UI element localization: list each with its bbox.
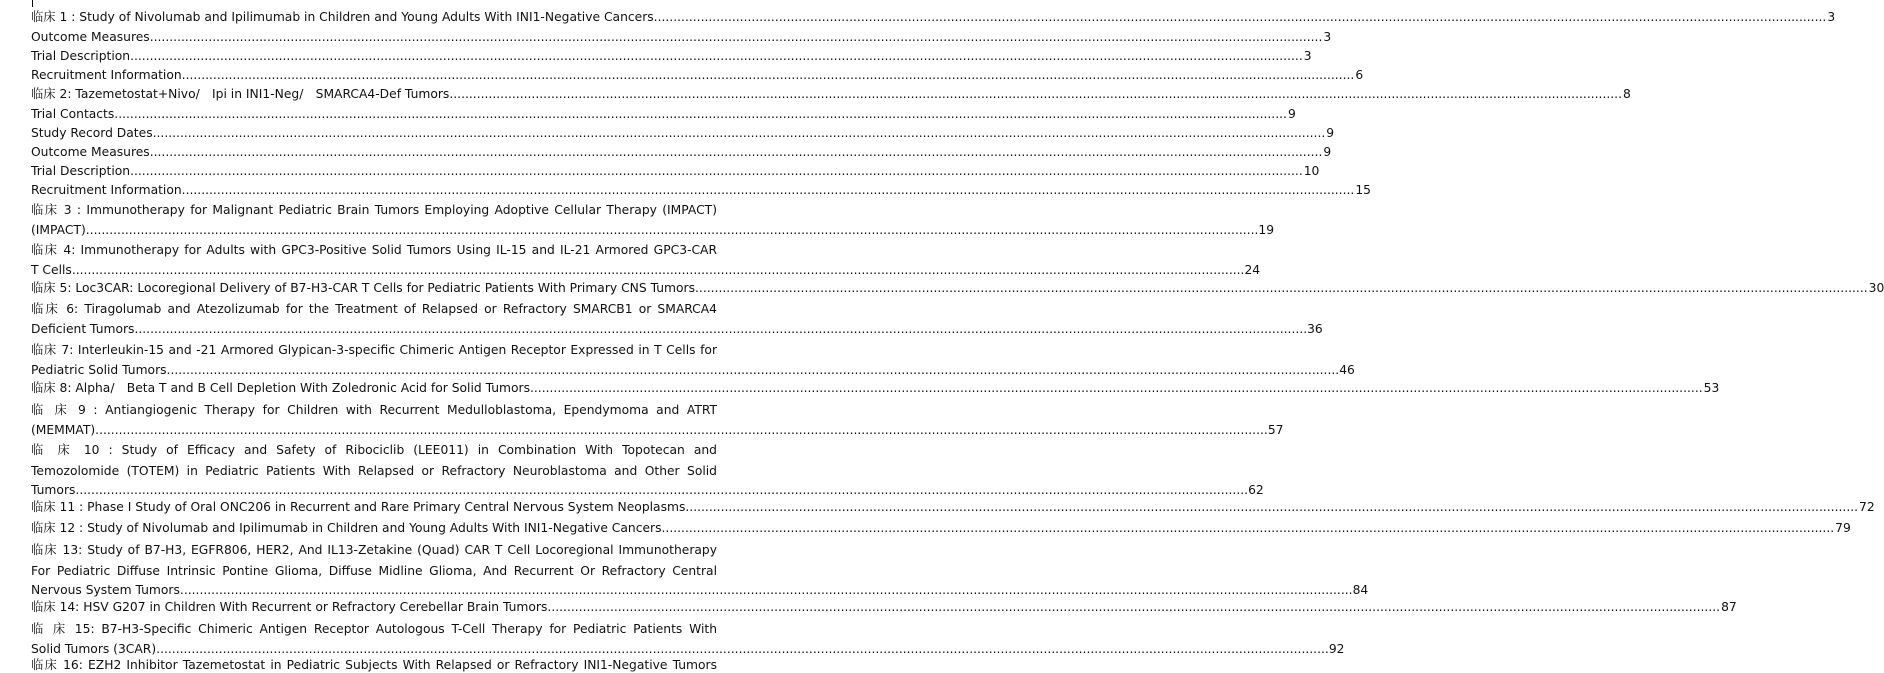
toc-page-number: 9	[1323, 145, 1332, 159]
toc-entry-text: 临床 6: Tiragolumab and Atezolizumab for the Treatment of Relapsed or Refractory SMARCB1 or SMARCA4	[31, 302, 717, 316]
toc-leader	[130, 162, 1303, 181]
toc-entry-trial-15[interactable]	[31, 619, 1345, 659]
toc-entry-trial-3[interactable]	[31, 200, 1275, 240]
toc-page-number: 87	[1721, 600, 1737, 614]
toc-entry-text: Study Record Dates	[31, 126, 153, 140]
toc-page-number: 79	[1835, 521, 1851, 535]
toc-leader	[167, 361, 1340, 380]
toc-entry-trial-4[interactable]	[31, 240, 1261, 280]
toc-entry-outcome-measures[interactable]	[31, 28, 1332, 47]
toc-page-number: 10	[1303, 164, 1320, 178]
toc-page-number: 84	[1352, 583, 1369, 597]
toc-leader	[130, 47, 1303, 66]
toc-leader	[86, 221, 1259, 240]
toc-entry-text-continued: Deficient Tumors	[31, 321, 135, 336]
toc-entry-trial-16[interactable]: 临床 16: EZH2 Inhibitor Tazemetostat in Pediatric Subjects With Relapsed or Refractory INI1-Negative Tumors	[31, 658, 717, 672]
text-cursor	[32, 0, 33, 7]
toc-page-number: 30	[1868, 281, 1884, 295]
toc-entry-text-continued: Pediatric Solid Tumors	[31, 362, 167, 377]
toc-entry-text: Recruitment Information	[31, 68, 182, 82]
toc-page-number: 15	[1355, 183, 1371, 197]
toc-leader	[153, 124, 1326, 143]
toc-entry-study-record-dates[interactable]	[31, 124, 1335, 143]
toc-leader	[114, 105, 1287, 124]
toc-entry-text: 临床 12 : Study of Nivolumab and Ipilimumab in Children and Young Adults With INI1-Negative Cancers	[31, 521, 662, 535]
toc-entry-trial-9[interactable]	[31, 400, 1284, 440]
toc-page-number: 3	[1827, 10, 1836, 24]
toc-entry-text: 临床 14: HSV G207 in Children With Recurrent or Refractory Cerebellar Brain Tumors	[31, 600, 548, 614]
toc-page-number: 19	[1258, 222, 1275, 237]
toc-leader	[695, 279, 1868, 298]
toc-entry-text: 临 床 9 : Antiangiogenic Therapy for Children with Recurrent Medulloblastoma, Ependymoma and ATRT	[31, 403, 717, 417]
toc-leader	[95, 421, 1268, 440]
toc-page-number: 9	[1287, 107, 1296, 121]
toc-entry-trial-13[interactable]	[31, 540, 1369, 600]
toc-entry-recruitment-information[interactable]	[31, 181, 1371, 200]
toc-entry-text: 临 床 10 : Study of Efficacy and Safety of Ribociclib (LEE011) in Combination With Topotecan and	[31, 443, 717, 457]
toc-entry-text-continued: For Pediatric Diffuse Intrinsic Pontine Glioma, Diffuse Midline Glioma, And Recurrent Or Refractory Central	[31, 563, 717, 578]
toc-entry-text: Trial Description	[31, 164, 131, 178]
toc-leader	[182, 66, 1355, 85]
toc-entry-text: 临床 11 : Phase I Study of Oral ONC206 in Recurrent and Rare Primary Central Nervous System Neoplasms	[31, 500, 686, 514]
toc-page-number: 72	[1859, 500, 1875, 514]
toc-entry-trial-description[interactable]	[31, 162, 1320, 181]
toc-leader	[150, 28, 1323, 47]
toc-page-number: 36	[1307, 321, 1323, 336]
toc-entry-trial-description[interactable]	[31, 47, 1312, 66]
toc-entry-text-continued: Solid Tumors (3CAR)	[31, 641, 157, 656]
toc-leader	[182, 181, 1355, 200]
toc-entry-text: Recruitment Information	[31, 183, 182, 197]
toc-page-number: 57	[1267, 422, 1284, 437]
toc-page-number: 9	[1326, 126, 1335, 140]
toc-page-number: 3	[1303, 49, 1312, 63]
toc-leader	[150, 143, 1323, 162]
toc-entry-trial-10[interactable]	[31, 440, 1264, 500]
toc-entry-trial-14[interactable]	[31, 598, 1737, 617]
toc-entry-text-continued: Tumors	[31, 483, 76, 497]
toc-entry-trial-2[interactable]	[31, 85, 1631, 104]
toc-entry-outcome-measures[interactable]	[31, 143, 1332, 162]
toc-page-number: 8	[1623, 87, 1631, 101]
toc-entry-trial-7[interactable]	[31, 340, 1355, 380]
toc-page-number: 53	[1703, 381, 1720, 395]
toc-entry-text-continued: (IMPACT)	[31, 222, 86, 237]
toc-entry-text: 临床 13: Study of B7-H3, EGFR806, HER2, And IL13-Zetakine (Quad) CAR T Cell Locoregional Immunotherapy	[31, 543, 717, 557]
toc-leader	[449, 85, 1622, 104]
toc-entry-trial-8[interactable]	[31, 379, 1720, 398]
toc-entry-text-continued: T Cells	[31, 262, 72, 277]
toc-entry-text-continued: Temozolomide (TOTEM) in Pediatric Patients With Relapsed or Refractory Neuroblastoma and Other Solid	[31, 463, 717, 478]
toc-entry-text: 临床 8: Alpha/ Beta T and B Cell Depletion With Zoledronic Acid for Solid Tumors	[31, 381, 530, 395]
toc-page-number: 6	[1355, 68, 1364, 82]
toc-leader	[547, 598, 1720, 617]
toc-entry-trial-5[interactable]	[31, 279, 1884, 298]
toc-entry-text: 临床 2: Tazemetostat+Nivo/ Ipi in INI1-Neg/ SMARCA4-Def Tumors	[31, 87, 450, 101]
toc-page-number: 62	[1248, 483, 1264, 497]
toc-page-number: 24	[1244, 262, 1261, 277]
toc-entry-trial-1[interactable]	[31, 8, 1836, 27]
toc-page-number: 92	[1328, 641, 1345, 656]
toc-entry-trial-11[interactable]	[31, 498, 1875, 517]
toc-entry-trial-6[interactable]	[31, 299, 1323, 339]
toc-leader	[134, 320, 1307, 339]
toc-leader	[530, 379, 1703, 398]
toc-entry-text: Trial Description	[31, 49, 131, 63]
toc-entry-text: 临 床 15: B7-H3-Specific Chimeric Antigen Receptor Autologous T-Cell Therapy for Pediatric Patients With	[31, 622, 717, 636]
toc-entry-text: Trial Contacts	[31, 107, 115, 121]
toc-entry-text: 临床 3 : Immunotherapy for Malignant Pediatric Brain Tumors Employing Adoptive Cellular Therapy (IMPACT)	[31, 203, 717, 217]
toc-leader	[662, 519, 1835, 538]
toc-entry-text-continued: Nervous System Tumors	[31, 583, 180, 597]
toc-page-number: 46	[1339, 362, 1355, 377]
toc-leader	[654, 8, 1827, 27]
toc-leader	[72, 261, 1245, 280]
toc-entry-text: 临床 5: Loc3CAR: Locoregional Delivery of B7-H3-CAR T Cells for Pediatric Patients With Primary CNS Tumors	[31, 281, 695, 295]
toc-page-number: 3	[1323, 30, 1332, 44]
toc-leader	[685, 498, 1858, 517]
toc-entry-recruitment-information[interactable]	[31, 66, 1364, 85]
toc-entry-text: 临床 1 : Study of Nivolumab and Ipilimumab in Children and Young Adults With INI1-Negative Cancers	[31, 10, 654, 24]
toc-entry-text: 临床 4: Immunotherapy for Adults with GPC3-Positive Solid Tumors Using IL-15 and IL-21 Armored GPC3-CAR	[31, 243, 717, 257]
toc-entry-trial-12[interactable]	[31, 519, 1851, 538]
toc-entry-text: Outcome Measures	[31, 145, 150, 159]
toc-entry-text-continued: (MEMMAT)	[31, 422, 96, 437]
toc-entry-text: Outcome Measures	[31, 30, 150, 44]
toc-entry-trial-contacts[interactable]	[31, 105, 1296, 124]
toc-entry-text: 临床 7: Interleukin-15 and -21 Armored Glypican-3-specific Chimeric Antigen Receptor Expressed in T Cells for	[31, 343, 717, 357]
